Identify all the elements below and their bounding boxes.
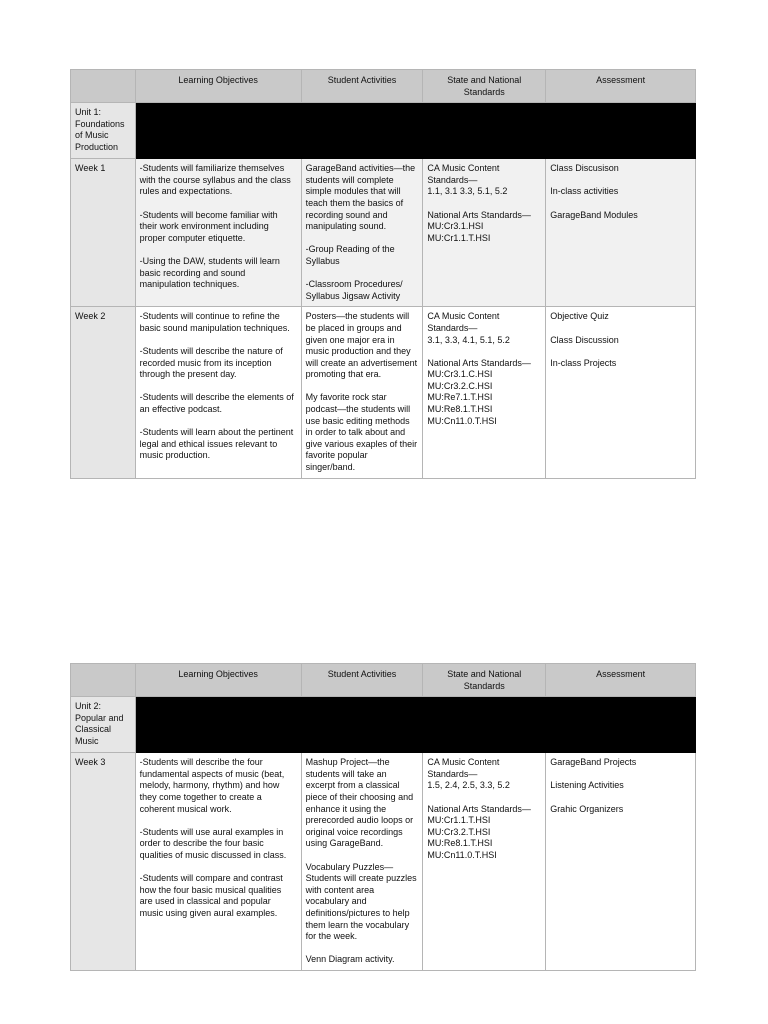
student-activities-cell bbox=[301, 159, 423, 307]
assessment-item: GarageBand Modules bbox=[550, 209, 638, 220]
assessment-item: In-class Projects bbox=[550, 357, 617, 368]
standards-item: National Arts Standards— MU:Cr3.1.HSI MU:Cr1.1.T.HSI bbox=[427, 209, 531, 243]
week-row bbox=[71, 307, 696, 478]
unit-1-table bbox=[70, 69, 696, 479]
header-assessment: Assessment bbox=[546, 664, 696, 697]
assessment-cell bbox=[546, 159, 696, 307]
learning-objectives-cell bbox=[135, 753, 301, 971]
assessment-item: Listening Activities bbox=[550, 780, 624, 791]
header-blank bbox=[71, 664, 136, 697]
assessment-item: GarageBand Projects bbox=[550, 757, 637, 768]
standards-cell bbox=[423, 753, 546, 971]
activity-item: My favorite rock star podcast—the students will use basic editing methods in order to talk about and give various exaples of their favorite popular singer/band. bbox=[305, 392, 418, 473]
activity-item: -Classroom Procedures/ Syllabus Jigsaw Activity bbox=[305, 279, 403, 301]
unit-banner bbox=[135, 103, 695, 159]
week-row bbox=[71, 753, 696, 971]
activity-item: Venn Diagram activity. bbox=[305, 954, 395, 965]
unit-title-row bbox=[71, 103, 696, 159]
activity-item: Posters—the students will be placed in groups and given one major era in music production and they will create an advertisement promoting that era. bbox=[305, 311, 418, 380]
standards-item: National Arts Standards— MU:Cr1.1.T.HSI MU:Cr3.2.T.HSI MU:Re8.1.T.HSI MU:Cn11.0.T.HSI bbox=[427, 803, 531, 860]
assessment-item: Class Discussion bbox=[550, 334, 619, 345]
header-student-activities: Student Activities bbox=[301, 70, 423, 103]
standards-cell bbox=[423, 159, 546, 307]
assessment-item: Objective Quiz bbox=[550, 311, 609, 322]
objective-item: -Students will learn about the pertinent legal and ethical issues relevant to music production. bbox=[139, 427, 294, 461]
assessment-cell bbox=[546, 307, 696, 478]
assessment-cell bbox=[546, 753, 696, 971]
learning-objectives-cell bbox=[135, 307, 301, 478]
unit-title: Unit 1: Foundations of Music Production bbox=[71, 103, 136, 159]
objective-item: -Students will describe the elements of an effective podcast. bbox=[139, 392, 294, 415]
assessment-item: Class Discusison bbox=[550, 163, 619, 174]
header-row bbox=[71, 664, 696, 697]
activity-item: Mashup Project—the students will take an excerpt from a classical piece of their choosing and enhance it using the prerecorded audio loops or original voice recordings using GarageBand. bbox=[305, 757, 414, 849]
unit-title: Unit 2: Popular and Classical Music bbox=[71, 697, 136, 753]
header-blank bbox=[71, 70, 136, 103]
standards-item: CA Music Content Standards— 1.5, 2.4, 2.5, 3.3, 5.2 bbox=[427, 757, 510, 791]
objective-item: -Using the DAW, students will learn basic recording and sound manipulation techniques. bbox=[139, 255, 280, 290]
week-label: Week 3 bbox=[71, 753, 136, 971]
week-row bbox=[71, 159, 696, 307]
standards-item: National Arts Standards— MU:Cr3.1.C.HSI MU:Cr3.2.C.HSI MU:Re7.1.T.HSI MU:Re8.1.T.HSI MU:Cn11.0.T.HSI bbox=[427, 357, 531, 426]
activity-item: GarageBand activities—the students will complete simple modules that will teach them the basics of recording sound and manipulating sound. bbox=[305, 163, 416, 232]
header-learning-objectives: Learning Objectives bbox=[135, 70, 301, 103]
week-label: Week 2 bbox=[71, 307, 136, 478]
header-assessment: Assessment bbox=[546, 70, 696, 103]
objective-item: -Students will describe the four fundamental aspects of music (beat, melody, harmony, rhythm) and how they come together to create a coherent musical work. bbox=[139, 757, 285, 814]
standards-item: CA Music Content Standards— 3.1, 3.3, 4.1, 5.1, 5.2 bbox=[427, 311, 510, 345]
learning-objectives-cell bbox=[135, 159, 301, 307]
standards-item: CA Music Content Standards— 1.1, 3.1 3.3, 5.1, 5.2 bbox=[427, 163, 508, 197]
week-label: Week 1 bbox=[71, 159, 136, 307]
objective-item: -Students will use aural examples in order to describe the four basic qualities of music discussed in class. bbox=[139, 826, 287, 860]
assessment-item: In-class activities bbox=[550, 186, 619, 197]
objective-item: -Students will become familiar with their work environment including proper computer etiquette. bbox=[139, 209, 278, 243]
standards-cell bbox=[423, 307, 546, 478]
activity-item: -Group Reading of the Syllabus bbox=[305, 244, 395, 266]
student-activities-cell bbox=[301, 307, 423, 478]
header-learning-objectives: Learning Objectives bbox=[135, 664, 301, 697]
objective-item: -Students will continue to refine the basic sound manipulation techniques. bbox=[139, 311, 290, 333]
header-student-activities: Student Activities bbox=[301, 664, 423, 697]
header-standards: State and National Standards bbox=[423, 664, 546, 697]
objective-item: -Students will describe the nature of recorded music from its inception through the present day. bbox=[139, 346, 283, 380]
header-standards: State and National Standards bbox=[423, 70, 546, 103]
objective-item: -Students will familiarize themselves with the course syllabus and the class rules and expectations. bbox=[139, 163, 291, 197]
unit-banner bbox=[135, 697, 695, 753]
unit-2-table bbox=[70, 663, 696, 971]
header-row bbox=[71, 70, 696, 103]
activity-item: Vocabulary Puzzles—Students will create puzzles with content area vocabulary and definitions/pictures to help them learn the vocabulary for the week. bbox=[305, 861, 417, 942]
assessment-item: Grahic Organizers bbox=[550, 803, 624, 814]
student-activities-cell bbox=[301, 753, 423, 971]
unit-title-row bbox=[71, 697, 696, 753]
objective-item: -Students will compare and contrast how the four basic musical qualities are used in classical and popular music using given aural examples. bbox=[139, 873, 283, 918]
